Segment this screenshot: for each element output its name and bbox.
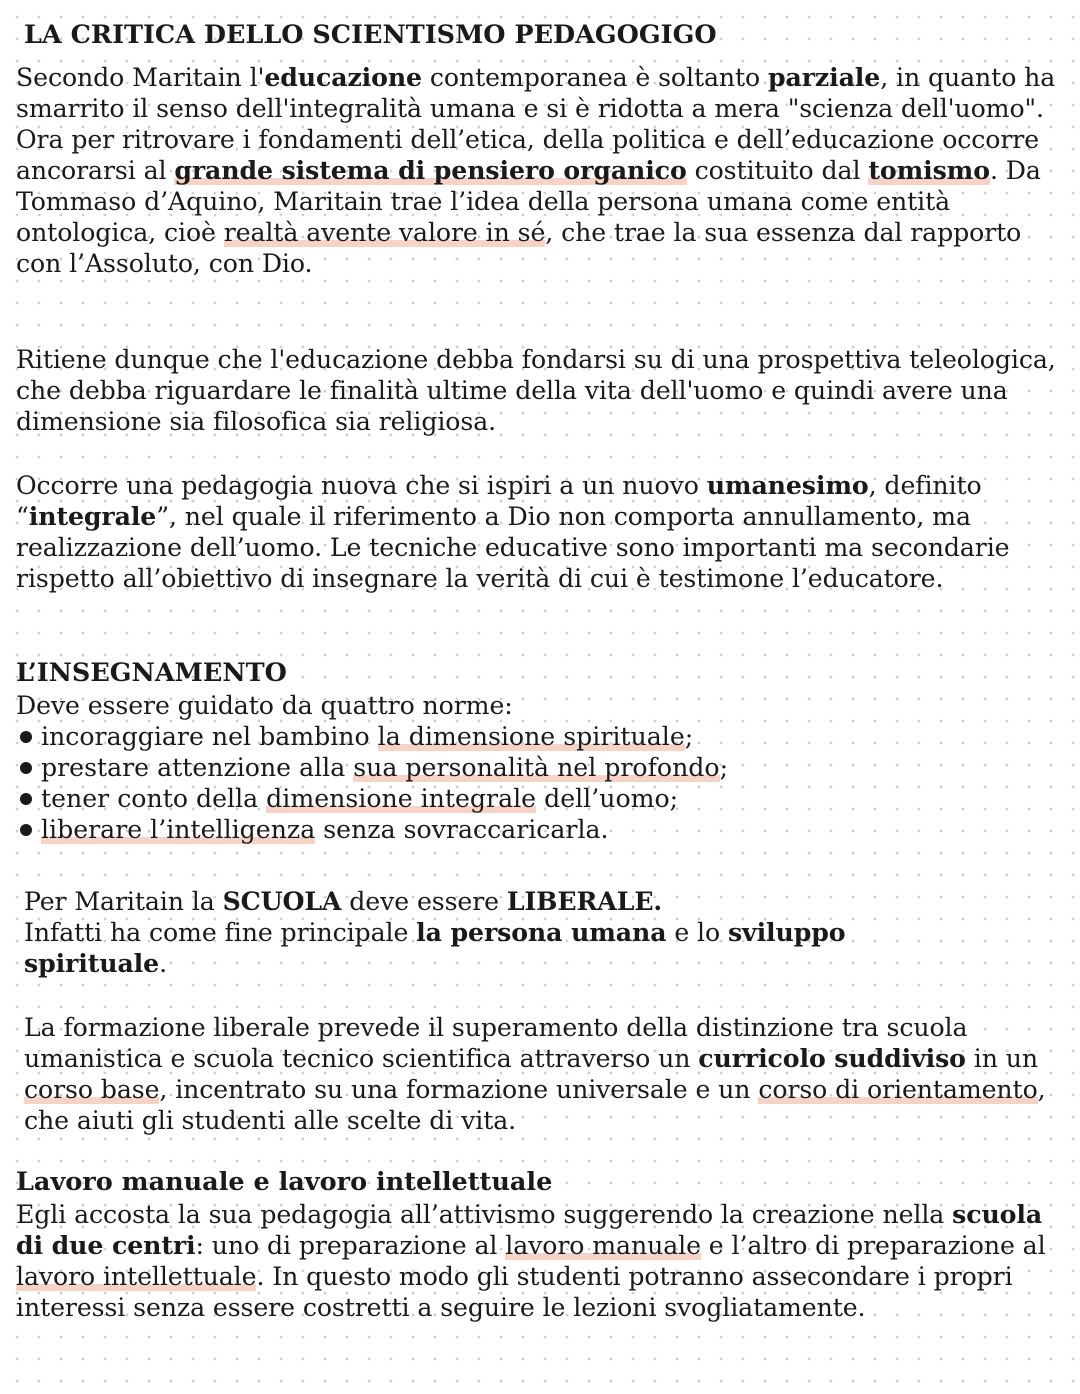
paragraph-formazione-liberale [24,1012,1064,1136]
list-item [18,814,1068,845]
text-span: incoraggiare nel bambino [41,722,378,751]
highlight-corso-base: corso base [24,1075,160,1104]
list-item [18,721,1068,752]
text-span: . Da Tommaso d’Aquino, Maritain trae l’idea della persona umana come entità ontologica, cioè [16,156,1041,247]
text-span: tener conto della [41,784,267,813]
paragraph-umanesimo-integrale [16,470,1066,594]
text-span: , definito “ [16,471,982,531]
norme-list [18,721,1068,845]
bold-sviluppo-spirituale: sviluppo spirituale [24,917,846,978]
bold-persona-umana: la persona umana [416,917,667,947]
bold-parziale: parziale [768,62,881,92]
highlight-lavoro-intellettuale: lavoro intellettuale [16,1262,257,1291]
text-span: dell’uomo; [536,784,679,813]
paragraph-teleologica: Ritiene dunque che l'educazione debba fondarsi su di una prospettiva teleologica, che debba riguardare le finalità ultime della vita dell'uomo e quindi avere una dimensione sia filosofica sia religiosa. [16,345,1056,436]
highlight-sistema-pensiero: grande sistema di pensiero organico [174,155,687,185]
bold-curricolo: curricolo suddiviso [698,1043,966,1073]
bullet-icon [20,793,32,805]
bold-scuola: SCUOLA [222,886,342,916]
section-title-lavoro: Lavoro manuale e lavoro intellettuale [16,1167,553,1197]
list-item [18,783,1068,814]
norme-intro: Deve essere guidato da quattro norme: [16,691,513,720]
text-span: Occorre una pedagogia nuova che si ispiri a un nuovo [16,471,707,500]
paragraph-due-centri [16,1199,1066,1323]
text-span: ”, nel quale il riferimento a Dio non comporta annullamento, ma realizzazione dell’uomo. Le tecniche educative sono importanti ma secondarie rispetto all’obiettivo di insegnare la verità di cui è testimone l’educatore. [16,502,1010,593]
bullet-icon [20,824,32,836]
text-span: Infatti ha come fine principale [24,918,417,947]
paragraph-scuola-liberale [24,886,1064,917]
text-span: Egli accosta la sua pedagogia all’attivismo suggerendo la creazione nella [16,1200,953,1229]
bold-educazione: educazione [264,62,422,92]
bullet-icon [20,731,32,743]
text-span: in un [965,1044,1039,1073]
text-span: . [159,949,167,978]
highlight-item: dimensione integrale [266,784,537,813]
highlight-item: sua personalità nel profondo [353,753,720,782]
bold-integrale: integrale [28,501,157,531]
text-span: senza sovraccaricarla. [315,815,609,844]
text-span: deve essere [341,887,507,916]
text-span: prestare attenzione alla [41,753,354,782]
text-span: e l’altro di preparazione al [700,1231,1046,1260]
highlight-item: liberare l’intelligenza [41,815,316,844]
text-span: : uno di preparazione al [195,1231,506,1260]
paragraph-maritain-educazione [16,62,1066,279]
bold-due-centri: scuola di due centri [16,1199,1043,1260]
text-span: Per Maritain la [24,887,223,916]
text-span: ; [719,753,729,782]
bold-umanesimo: umanesimo [706,470,869,500]
text-span: , in quanto ha smarrito il senso dell'integralità umana e si è ridotta a mera "scienza dell'uomo". Ora per ritrovare i fondamenti dell’etica, della politica e dell’educazione occorre ancorarsi al [16,63,1056,185]
highlight-corso-orientamento: corso di orientamento [758,1075,1038,1104]
text-span: . In questo modo gli studenti potranno assecondare i propri interessi senza essere costretti a seguire le lezioni svogliatamente. [16,1262,1013,1322]
text-span: contemporanea è soltanto [421,63,769,92]
section-title-insegnamento: L’INSEGNAMENTO [16,658,287,688]
section-title-critica: LA CRITICA DELLO SCIENTISMO PEDAGOGIGO [24,20,717,50]
text-span: , che aiuti gli studenti alle scelte di vita. [24,1075,1046,1135]
text-span: ; [684,722,694,751]
highlight-tomismo: tomismo [868,155,990,185]
highlight-valore-in-se: realtà avente valore in sé [223,218,546,247]
highlight-lavoro-manuale: lavoro manuale [505,1231,701,1260]
text-span: La formazione liberale prevede il superamento della distinzione tra scuola umanistica e scuola tecnico scientifica attraverso un [24,1013,968,1073]
text-span: , incentrato su una formazione universale e un [159,1075,759,1104]
paragraph-fine-principale [24,917,924,979]
list-item [18,752,1068,783]
text-span: Secondo Maritain l' [16,63,265,92]
text-span: costituito dal [686,156,869,185]
bullet-icon [20,762,32,774]
text-span: e lo [666,918,728,947]
highlight-item: la dimensione spirituale [377,722,685,751]
bold-liberale: LIBERALE. [506,886,663,916]
text-span: , che trae la sua essenza dal rapporto con l’Assoluto, con Dio. [16,218,1022,278]
